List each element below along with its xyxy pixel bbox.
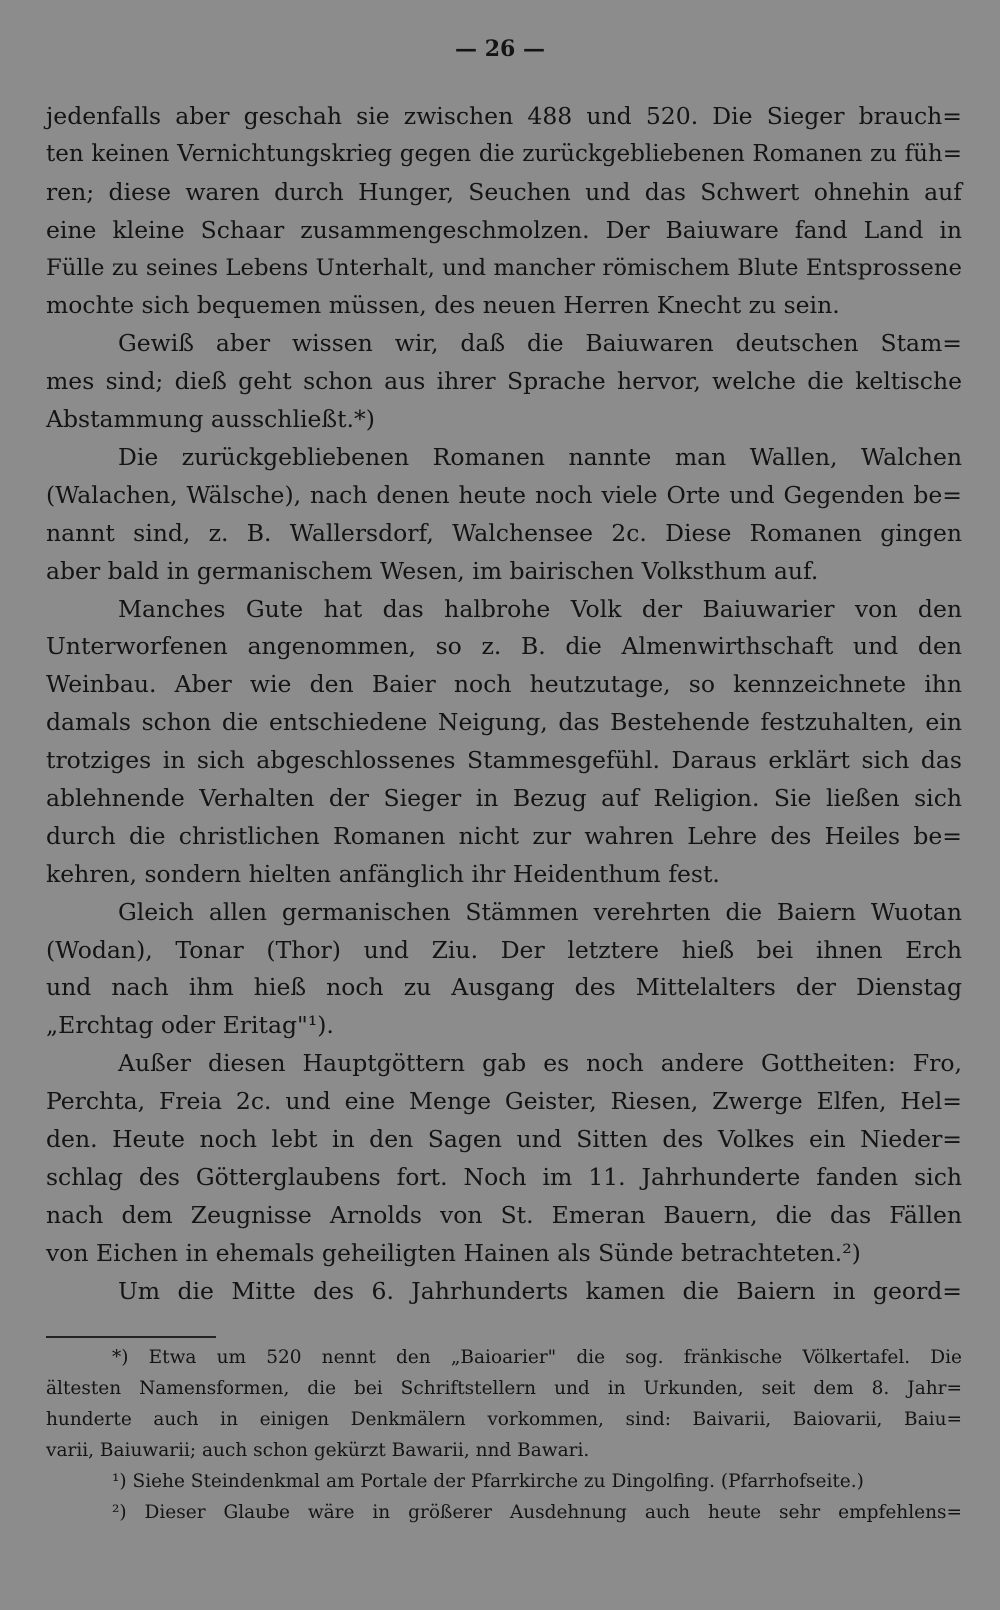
footnote-line: ²) Dieser Glaube wäre in größerer Ausdehnung auch heute sehr empfehlens= [112,1502,962,1523]
footnote-line: varii, Baiuwarii; auch schon gekürzt Bawarii, nnd Bawari. [46,1440,590,1461]
text-line: ren; diese waren durch Hunger, Seuchen und das Schwert ohnehin auf [46,177,962,206]
text-line: Gewiß aber wissen wir, daß die Baiuwaren deutschen Stam= [118,329,962,358]
text-line: Gleich allen germanischen Stämmen verehrten die Baiern Wuotan [118,897,962,926]
text-line: Weinbau. Aber wie den Baier noch heutzutage, so kennzeichnete ihn [46,670,962,699]
page-number: — 26 — [455,36,545,62]
text-line: ablehnende Verhalten der Sieger in Bezug auf Religion. Sie ließen sich [46,784,962,813]
text-line: mochte sich bequemen müssen, des neuen Herren Knecht zu sein. [46,291,840,320]
body-text [46,98,962,1311]
text-line: Die zurückgebliebenen Romanen nannte man Wallen, Walchen [118,443,962,472]
text-line: Außer diesen Hauptgöttern gab es noch andere Gottheiten: Fro, [118,1049,962,1078]
text-line: durch die christlichen Romanen nicht zur wahren Lehre des Heiles be= [46,821,962,850]
text-line: Abstammung ausschließt.*) [46,405,375,434]
text-line: kehren, sondern hielten anfänglich ihr Heidenthum fest. [46,859,720,888]
text-line: ten keinen Vernichtungskrieg gegen die zurückgebliebenen Romanen zu füh= [46,140,962,167]
text-line: den. Heute noch lebt in den Sagen und Sitten des Volkes ein Nieder= [46,1125,962,1154]
footnote-line: *) Etwa um 520 nennt den „Baioarier" die sog. fränkische Völkertafel. Die [112,1347,962,1368]
footnote-line: ¹) Siehe Steindenkmal am Portale der Pfarrkirche zu Dingolfing. (Pfarrhofseite.) [112,1471,864,1492]
text-line: Unterworfenen angenommen, so z. B. die Almenwirthschaft und den [46,632,962,661]
text-line: (Wodan), Tonar (Thor) und Ziu. Der letztere hieß bei ihnen Erch [46,935,962,964]
footnote-line: hunderte auch in einigen Denkmälern vorkommen, sind: Baivarii, Baiovarii, Baiu= [46,1409,962,1430]
footnotes [46,1342,962,1528]
text-line: jedenfalls aber geschah sie zwischen 488 und 520. Die Sieger brauch= [46,102,962,130]
text-line: Perchta, Freia 2c. und eine Menge Geister, Riesen, Zwerge Elfen, Hel= [46,1087,962,1116]
text-line: von Eichen in ehemals geheiligten Hainen als Sünde betrachteten.²) [46,1238,861,1267]
text-line: Manches Gute hat das halbrohe Volk der Baiuwarier von den [118,594,962,623]
text-line: trotziges in sich abgeschlossenes Stammesgefühl. Daraus erklärt sich das [46,746,962,775]
text-line: Um die Mitte des 6. Jahrhunderts kamen die Baiern in geord= [118,1276,962,1305]
footnote-line: ältesten Namensformen, die bei Schriftstellern und in Urkunden, seit dem 8. Jahr= [46,1378,962,1399]
text-line: „Erchtag oder Eritag"¹). [46,1011,334,1040]
text-line: eine kleine Schaar zusammengeschmolzen. Der Baiuware fand Land in [46,215,962,244]
text-line: schlag des Götterglaubens fort. Noch im 11. Jahrhunderte fanden sich [46,1162,962,1191]
text-line: aber bald in germanischem Wesen, im bairischen Volksthum auf. [46,556,819,585]
footnote-divider [46,1336,216,1338]
text-line: damals schon die entschiedene Neigung, das Bestehende festzuhalten, ein [46,708,962,737]
text-line: Fülle zu seines Lebens Unterhalt, und mancher römischem Blute Entsprossene [46,254,962,281]
text-line: (Walachen, Wälsche), nach denen heute noch viele Orte und Gegenden be= [46,480,962,509]
text-line: nach dem Zeugnisse Arnolds von St. Emeran Bauern, die das Fällen [46,1200,962,1229]
text-line: nannt sind, z. B. Wallersdorf, Walchensee 2c. Diese Romanen gingen [46,518,962,547]
text-line: mes sind; dieß geht schon aus ihrer Sprache hervor, welche die keltische [46,367,962,396]
text-line: und nach ihm hieß noch zu Ausgang des Mittelalters der Dienstag [46,973,962,1002]
